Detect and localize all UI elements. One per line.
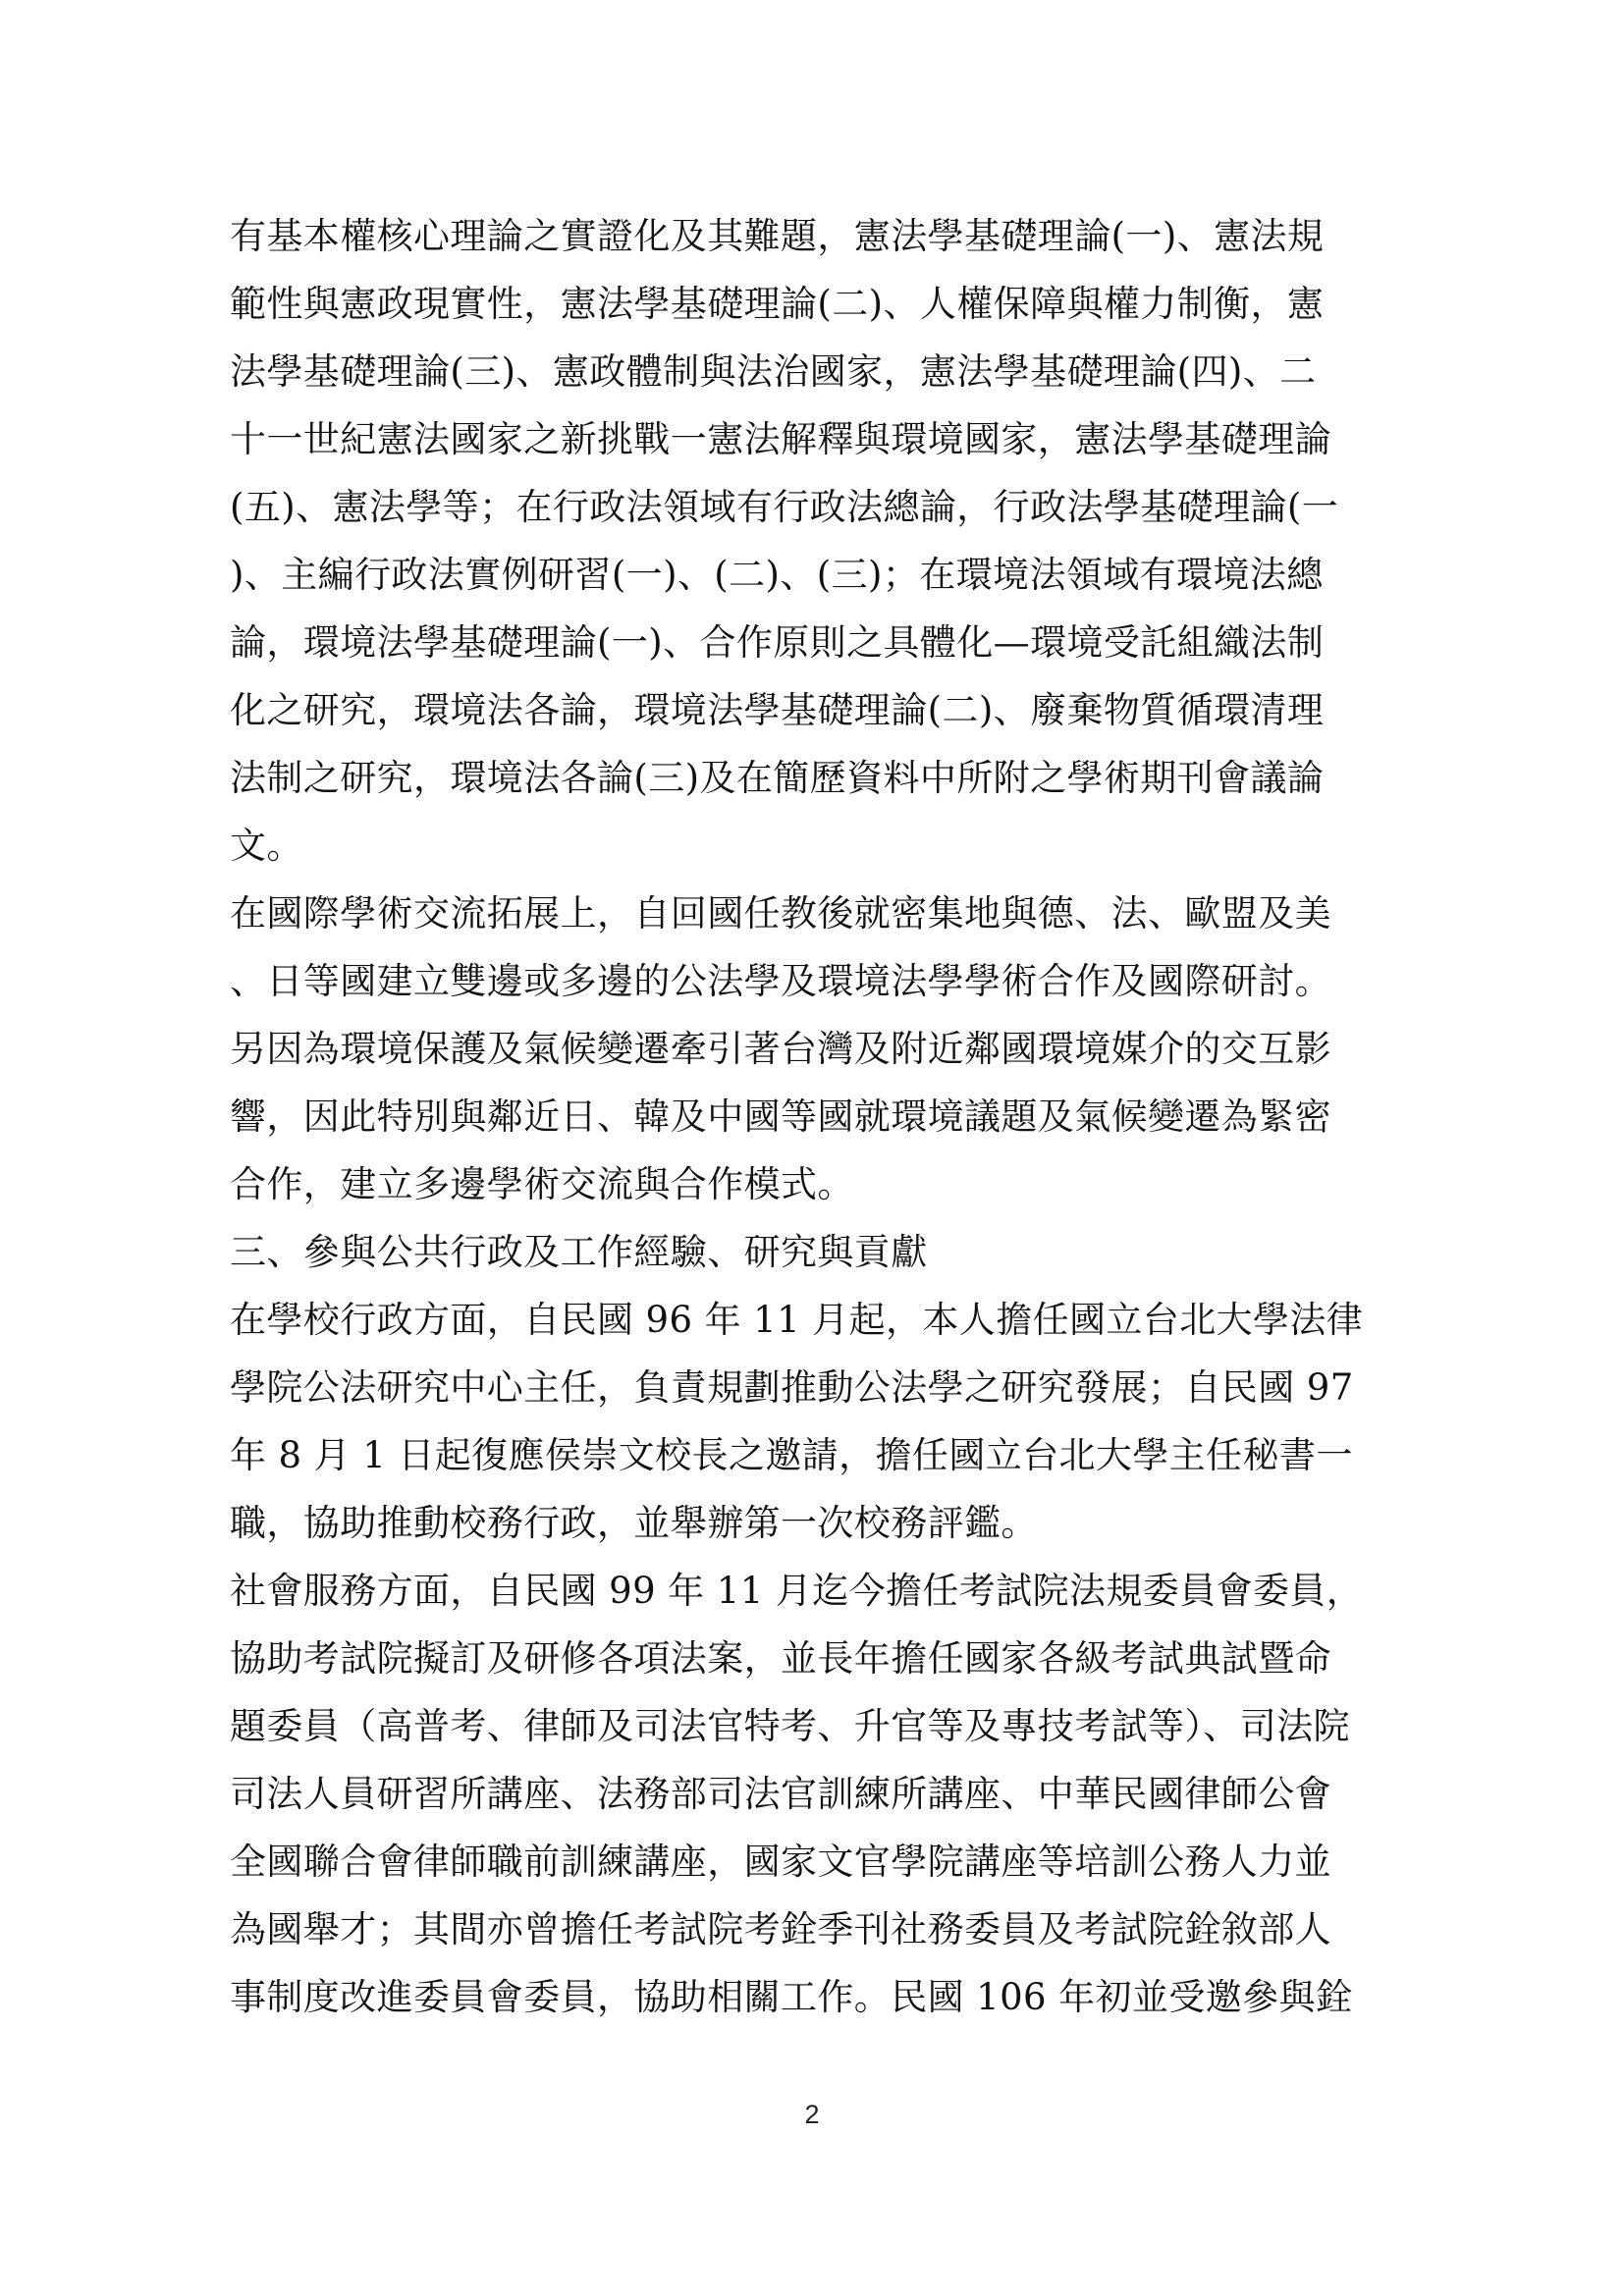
text-line: 全國聯合會律師職前訓練講座，國家文官學院講座等培訓公務人力並 xyxy=(230,1841,1331,1883)
text-line: 論，環境法學基礎理論(一)、合作原則之具體化—環境受託組織法制 xyxy=(230,621,1325,664)
text-line: 、日等國建立雙邊或多邊的公法學及環境法學學術合作及國際研討。 xyxy=(230,960,1331,1002)
text-line: 在國際學術交流拓展上，自回國任教後就密集地與德、法、歐盟及美 xyxy=(230,892,1331,934)
body-text xyxy=(230,202,1394,2031)
text-line: 十一世紀憲法國家之新挑戰一憲法解釋與環境國家，憲法學基礎理論 xyxy=(230,418,1331,460)
text-line: 文。 xyxy=(230,825,303,867)
text-line: 司法人員研習所講座、法務部司法官訓練所講座、中華民國律師公會 xyxy=(230,1773,1331,1815)
text-line: 職，協助推動校務行政，並舉辦第一次校務評鑑。 xyxy=(230,1502,1038,1544)
text-line: 範性與憲政現實性，憲法學基礎理論(二)、人權保障與權力制衡，憲 xyxy=(230,283,1325,325)
page-number: 2 xyxy=(804,2100,820,2129)
text-line: 社會服務方面，自民國 99 年 11 月迄今擔任考試院法規委員會委員， xyxy=(230,1570,1364,1612)
text-line: 協助考試院擬訂及研修各項法案，並長年擔任國家各級考試典試暨命 xyxy=(230,1637,1331,1680)
section-heading: 三、參與公共行政及工作經驗、研究與貢獻 xyxy=(230,1231,928,1273)
text-line: 年 8 月 1 日起復應侯崇文校長之邀請，擔任國立台北大學主任秘書一 xyxy=(230,1434,1353,1476)
text-line: 為國舉才；其間亦曾擔任考試院考銓季刊社務委員及考試院銓敘部人 xyxy=(230,1908,1331,1950)
text-line: (五)、憲法學等；在行政法領域有行政法總論，行政法學基礎理論(一 xyxy=(230,486,1339,528)
text-line: 另因為環境保護及氣候變遷牽引著台灣及附近鄰國環境媒介的交互影 xyxy=(230,1028,1331,1070)
text-line: 化之研究，環境法各論，環境法學基礎理論(二)、廢棄物質循環清理 xyxy=(230,689,1325,731)
text-line: 響，因此特別與鄰近日、韓及中國等國就環境議題及氣候變遷為緊密 xyxy=(230,1095,1331,1138)
text-line: 題委員（高普考、律師及司法官特考、升官等及專技考試等）、司法院 xyxy=(230,1705,1350,1747)
text-line: 在學校行政方面，自民國 96 年 11 月起，本人擔任國立台北大學法律 xyxy=(230,1299,1364,1341)
text-line: 法制之研究，環境法各論(三)及在簡歷資料中所附之學術期刊會議論 xyxy=(230,757,1325,799)
text-line: )、主編行政法實例研習(一)、(二)、(三)；在環境法領域有環境法總 xyxy=(230,554,1324,596)
text-line: 事制度改進委員會委員，協助相關工作。民國 106 年初並受邀參與銓 xyxy=(230,1976,1353,2018)
text-line: 法學基礎理論(三)、憲政體制與法治國家，憲法學基礎理論(四)、二 xyxy=(230,350,1317,393)
text-line: 合作，建立多邊學術交流與合作模式。 xyxy=(230,1163,854,1205)
text-line: 有基本權核心理論之實證化及其難題，憲法學基礎理論(一)、憲法規 xyxy=(230,215,1325,257)
text-line: 學院公法研究中心主任，負責規劃推動公法學之研究發展；自民國 97 xyxy=(230,1366,1354,1409)
